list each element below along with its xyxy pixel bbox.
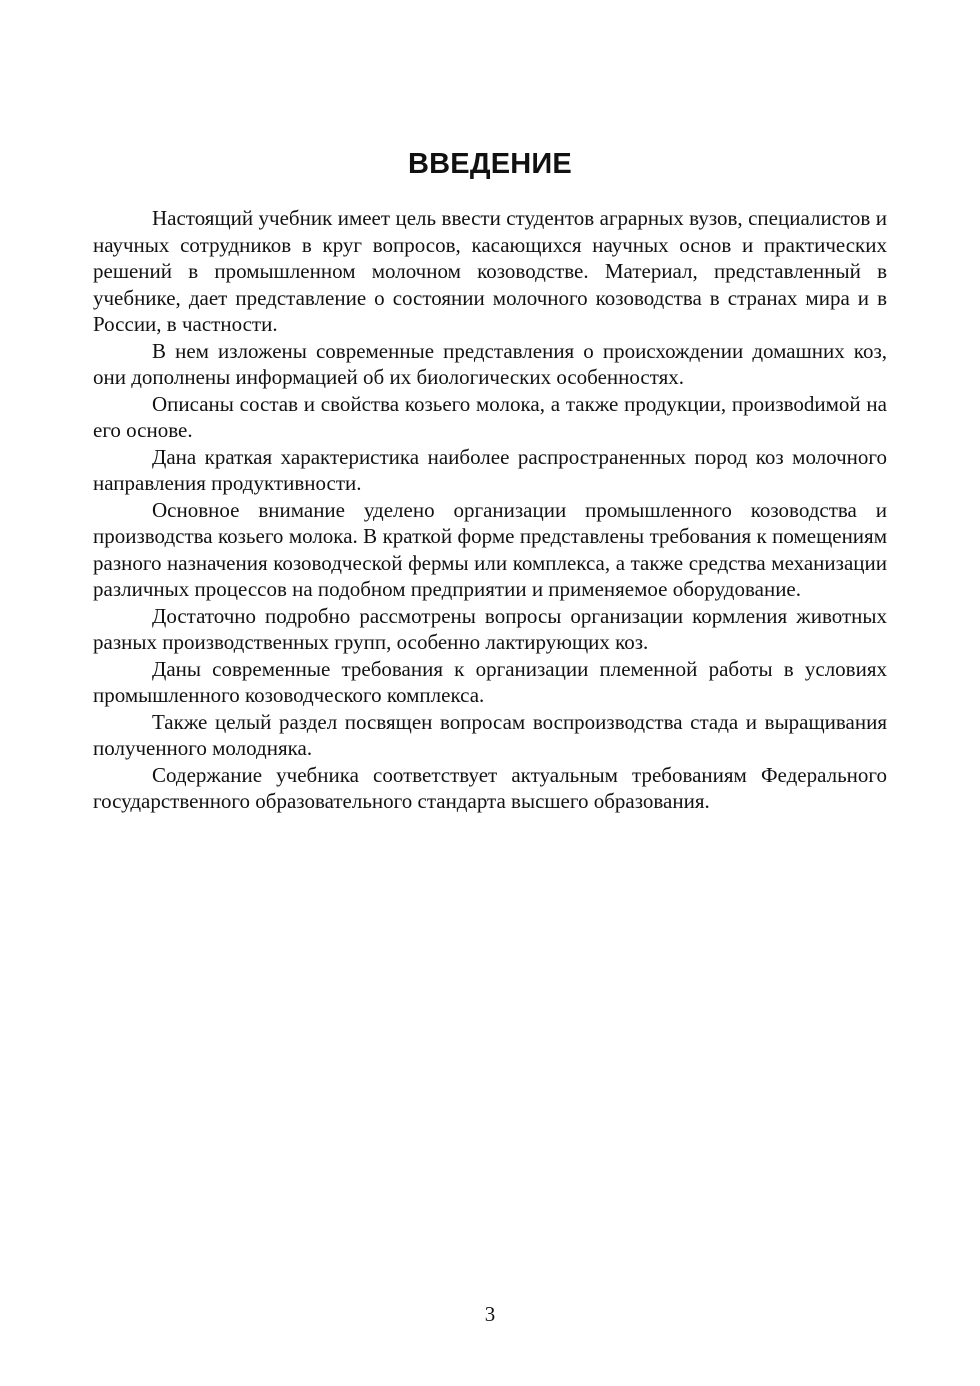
paragraph: Достаточно подробно рассмотрены вопросы организации кормления животных разных производственных групп, особенно лактирующих коз. <box>93 603 887 654</box>
page-number: 3 <box>484 1302 496 1326</box>
paragraph: Также целый раздел посвящен вопросам воспроизводства стада и выращивания полученного молодняка. <box>93 709 887 760</box>
paragraph: Дана краткая характеристика наиболее распространенных пород коз молочного направления продуктивности. <box>93 444 887 495</box>
paragraph: Содержание учебника соответствует актуальным требованиям Федерального государственного образовательного стандарта высшего образования. <box>93 762 887 813</box>
paragraph: В нем изложены современные представления о происхождении домашних коз, они дополнены информацией об их биологических особенностях. <box>93 338 887 389</box>
paragraph: Описаны состав и свойства козьего молока, а также продукции, произвоdимой на его основе. <box>93 391 887 442</box>
paragraph: Основное внимание уделено организации промышленного козоводства и производства козьего молока. В краткой форме представлены требования к помещениям разного назначения козоводческой фермы или комплекса, а также средства механизации различных процессов на подобном предприятии и применяемое оборудование. <box>93 497 887 601</box>
paragraph: Настоящий учебник имеет цель ввести студентов аграрных вузов, специалистов и научных сотрудников в круг вопросов, касающихся научных основ и практических решений в промышленном молочном козоводстве. Материал, представленный в учебнике, дает представление о состоянии молочного козоводства в странах мира и в России, в частности. <box>93 206 887 336</box>
body-text <box>93 205 887 815</box>
paragraph: Даны современные требования к организации племенной работы в условиях промышленного козоводческого комплекса. <box>93 656 887 707</box>
page-title: ВВЕДЕНИЕ <box>408 148 572 180</box>
